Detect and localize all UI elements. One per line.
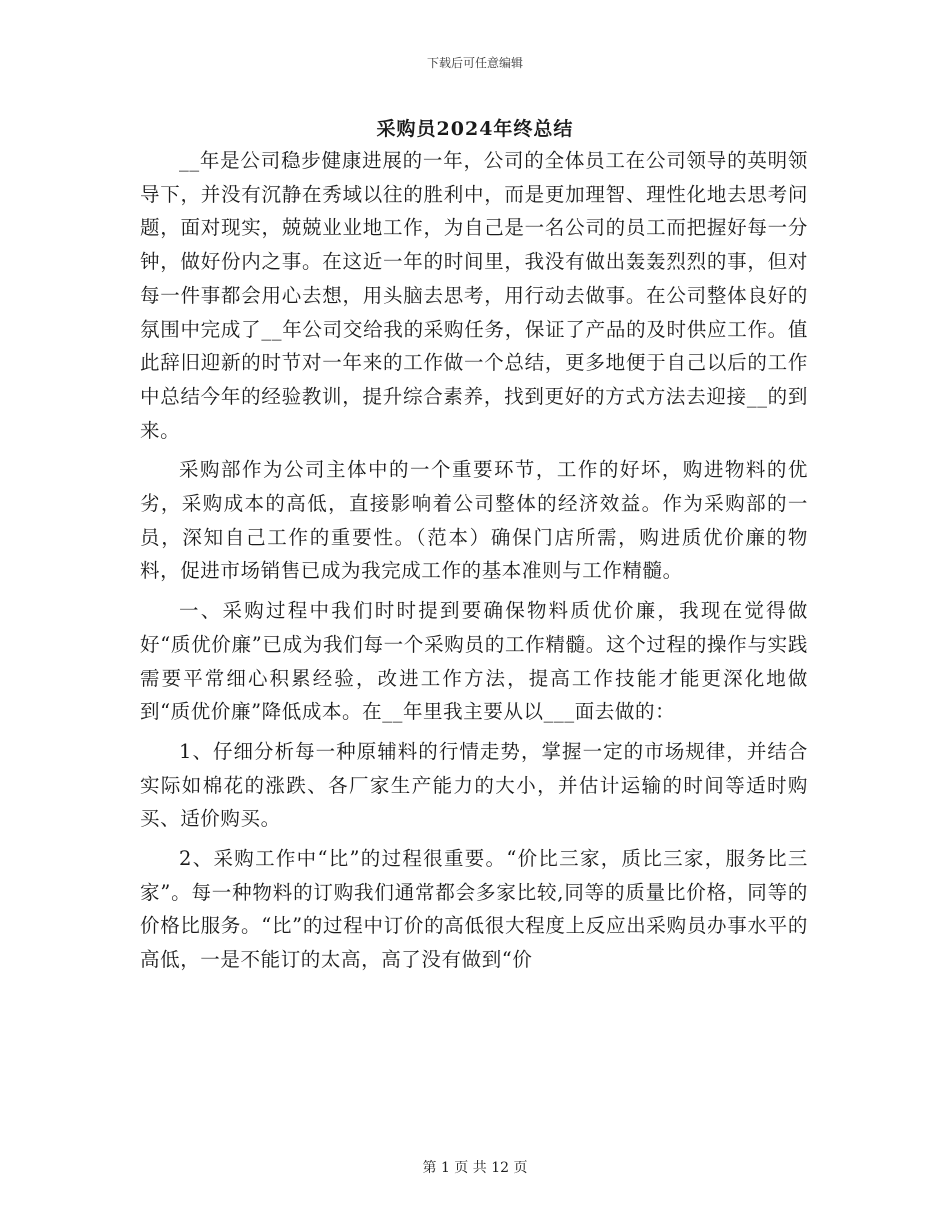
document-body — [140, 144, 808, 983]
paragraph-department-role: 采购部作为公司主体中的一个重要环节，工作的好坏，购进物料的优劣，采购成本的高低，直接影响着公司整体的经济效益。作为采购部的一员，深知自己工作的重要性。（范本）确保门店所需，购进质优价廉的物料，促进市场销售已成为我完成工作的基本准则与工作精髓。 — [140, 458, 808, 583]
page-header-note: 下载后可任意编辑 — [426, 56, 523, 70]
paragraph-intro: __年是公司稳步健康进展的一年，公司的全体员工在公司领导的英明领导下，并没有沉静在秀域以往的胜利中，而是更加理智、理性化地去思考问题，面对现实，兢兢业业地工作，为自己是一名公司的员工而把握好每一分钟，做好份内之事。在这近一年的时间里，我没有做出轰轰烈烈的事，但对每一件事都会用心去想，用头脑去思考，用行动去做事。在公司整体良好的氛围中完成了__年公司交给我的采购任务，保证了产品的及时供应工作。值此辞旧迎新的时节对一年来的工作做一个总结，更多地便于自己以后的工作中总结今年的经验教训，提升综合素养，找到更好的方式方法去迎接__的到来。 — [140, 149, 808, 442]
document-title: 采购员2024年终总结 — [376, 118, 574, 140]
paragraph-item-two: 2、采购工作中“比”的过程很重要。“价比三家，质比三家，服务比三家”。每一种物料的订购我们通常都会多家比较,同等的质量比价格，同等的价格比服务。“比”的过程中订价的高低很大程度上反应出采购员办事水平的高低，一是不能订的太高，高了没有做到“价 — [140, 847, 808, 972]
page-footer: 第 1 页 共 12 页 — [422, 1160, 528, 1176]
paragraph-section-one: 一、采购过程中我们时时提到要确保物料质优价廉，我现在觉得做好“质优价廉”已成为我们每一个采购员的工作精髓。这个过程的操作与实践需要平常细心积累经验，改进工作方法，提高工作技能才能更深化地做到“质优价廉”降低成本。在__年里我主要从以___面去做的： — [140, 599, 808, 724]
paragraph-item-one: 1、仔细分析每一种原辅料的行情走势，掌握一定的市场规律，并结合实际如棉花的涨跌、各厂家生产能力的大小，并估计运输的时间等适时购买、适价购买。 — [140, 739, 808, 831]
